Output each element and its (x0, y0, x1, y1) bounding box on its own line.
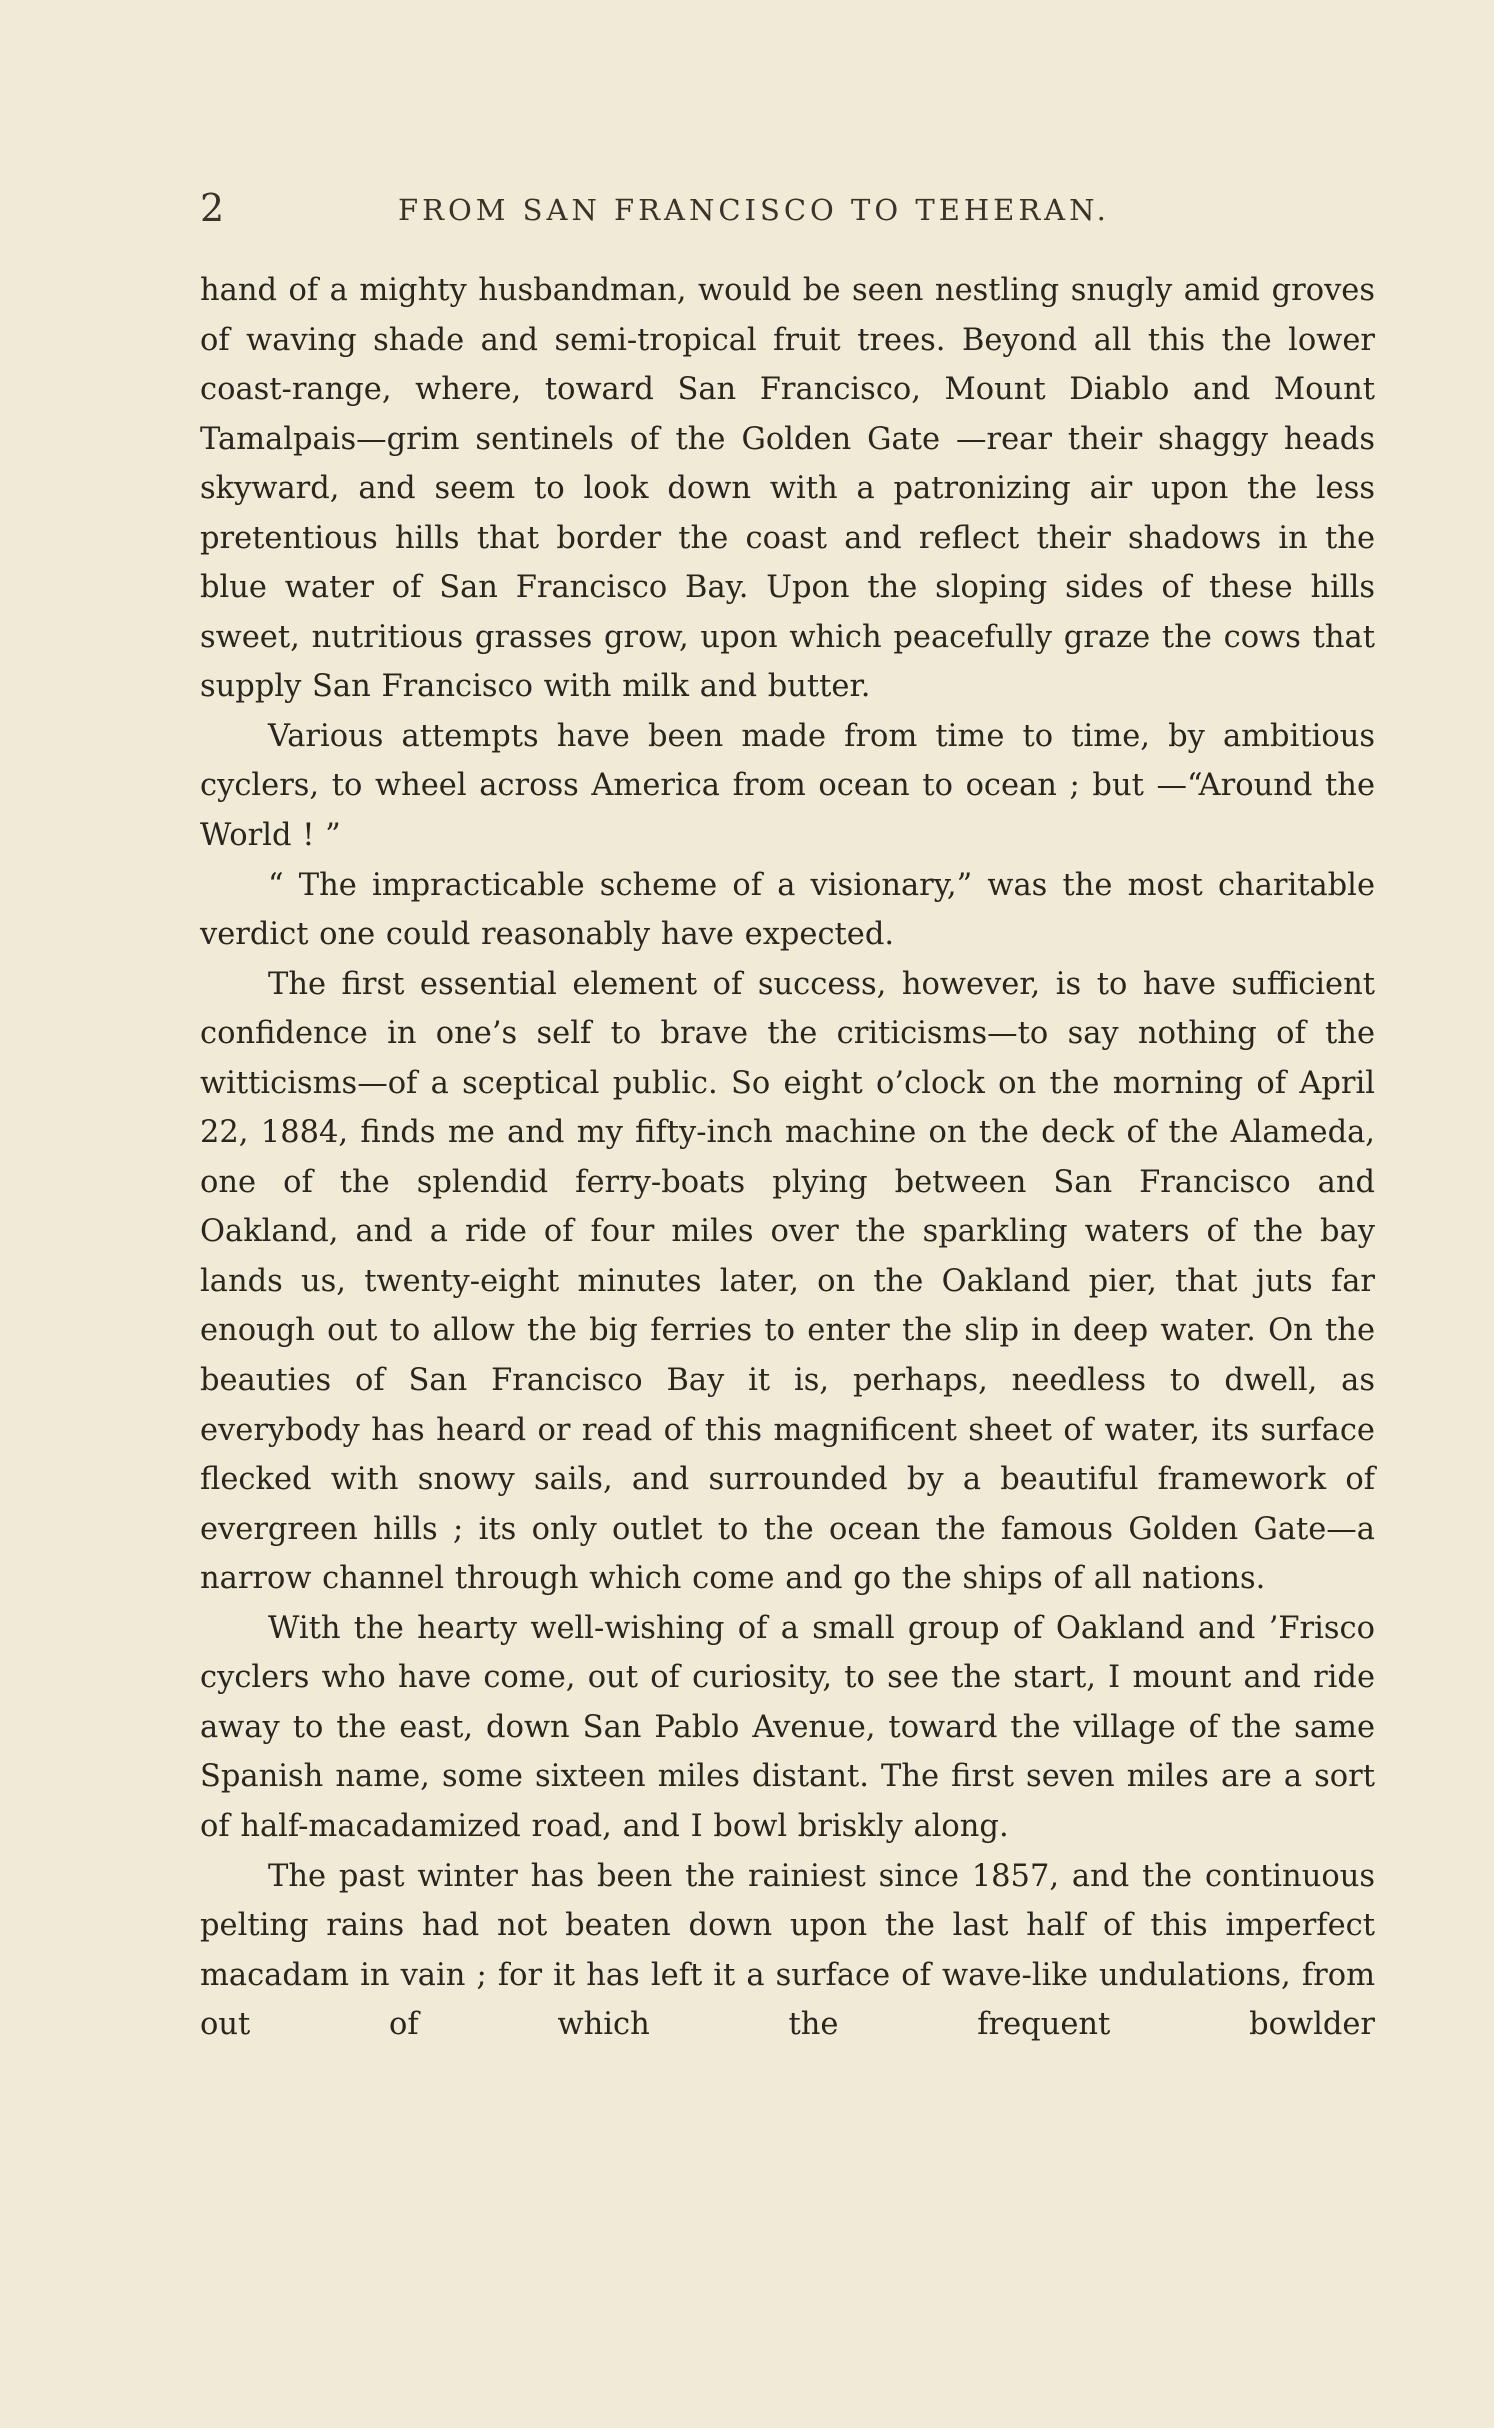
paragraph-5: With the hearty well-wishing of a small group of Oakland and ’Frisco cyclers who have come, out of curiosity, to see the start, I mount and ride away to the east, down San Pablo Avenue, toward the village of the same Spanish name, some sixteen miles distant. The first seven miles are a sort of half-macadamized road, and I bowl briskly along. (200, 1610, 1375, 1844)
page-header (200, 178, 1370, 238)
paragraph-3: “ The impracticable scheme of a visionary,” was the most charitable verdict one could reasonably have expected. (200, 867, 1375, 953)
page-number: 2 (200, 186, 225, 230)
paragraph-4: The first essential element of success, however, is to have sufficient confidence in one’s self to brave the criticisms—to say nothing of the witticisms—of a sceptical public. So eight o’clock on the morning of April 22, 1884, finds me and my fifty-inch machine on the deck of the Alameda, one of the splendid ferry-boats plying between San Francisco and Oakland, and a ride of four miles over the sparkling waters of the bay lands us, twenty-eight minutes later, on the Oakland pier, that juts far enough out to allow the big ferries to enter the slip in deep water. On the beauties of San Francisco Bay it is, perhaps, needless to dwell, as everybody has heard or read of this magnificent sheet of water, its surface flecked with snowy sails, and surrounded by a beautiful framework of evergreen hills ; its only outlet to the ocean the famous Golden Gate—a narrow channel through which come and go the ships of all nations. (200, 966, 1375, 1597)
body-text (200, 266, 1375, 2050)
running-title: FROM SAN FRANCISCO TO TEHERAN. (398, 193, 1110, 227)
paragraph-2: Various attempts have been made from time to time, by ambitious cyclers, to wheel across America from ocean to ocean ; but —“Around the World ! ” (200, 718, 1375, 854)
paragraph-6: The past winter has been the rainiest since 1857, and the continuous pelting rains had not beaten down upon the last half of this imperfect macadam in vain ; for it has left it a surface of wave-like undulations, from out of which the frequent bowlder (200, 1858, 1375, 2043)
paragraph-1: hand of a mighty husbandman, would be seen nestling snugly amid groves of waving shade and semi-tropical fruit trees. Beyond all this the lower coast-range, where, toward San Francisco, Mount Diablo and Mount Tamalpais—grim sentinels of the Golden Gate —rear their shaggy heads skyward, and seem to look down with a patronizing air upon the less pretentious hills that border the coast and reflect their shadows in the blue water of San Francisco Bay. Upon the sloping sides of these hills sweet, nutritious grasses grow, upon which peacefully graze the cows that supply San Francisco with milk and butter. (200, 273, 1375, 705)
